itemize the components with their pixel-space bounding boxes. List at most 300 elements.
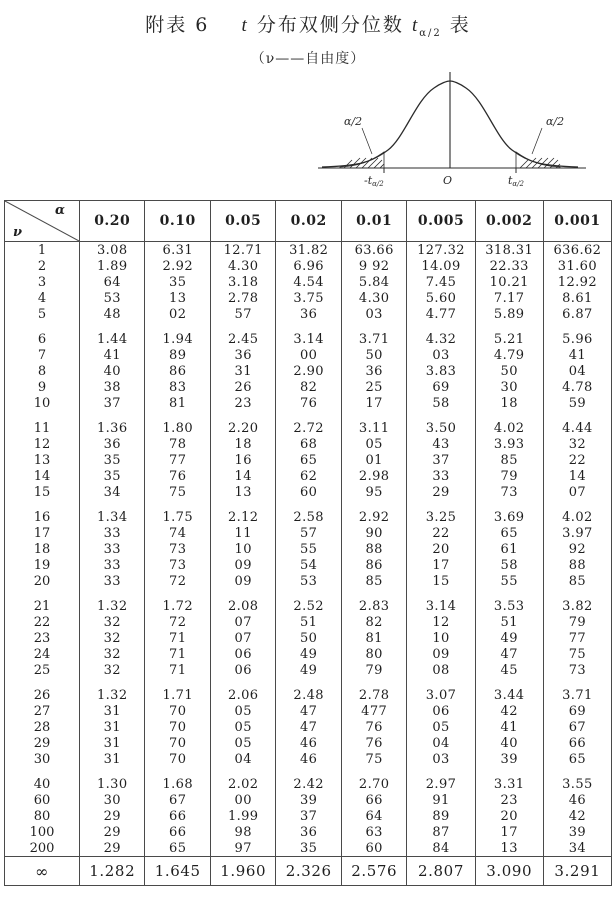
table-cell: 04 — [407, 735, 475, 751]
gap-cell — [407, 767, 475, 776]
table-cell: 2.98 — [341, 468, 406, 484]
table-cell: 66 — [145, 808, 210, 824]
table-cell: 636.62 — [543, 242, 611, 259]
table-cell: 97 — [210, 840, 275, 857]
table-cell: 14 — [210, 468, 275, 484]
table-cell: 47 — [276, 703, 341, 719]
gap-cell — [341, 500, 406, 509]
table-cell: 89 — [145, 347, 210, 363]
table-cell: 14 — [543, 468, 611, 484]
table-cell: 3.71 — [543, 687, 611, 703]
table-cell: 5.84 — [341, 274, 406, 290]
title-mid: 分布双侧分位数 — [256, 14, 404, 36]
table-cell: 2.12 — [210, 509, 275, 525]
gap-cell — [276, 678, 341, 687]
table-cell: 1.30 — [80, 776, 145, 792]
table-cell: 32 — [80, 646, 145, 662]
gap-cell — [145, 767, 210, 776]
table-cell: 73 — [475, 484, 543, 500]
table-cell: 3.75 — [276, 290, 341, 306]
table-cell: 2.83 — [341, 598, 406, 614]
gap-cell — [341, 411, 406, 420]
table-cell: 53 — [80, 290, 145, 306]
table-cell: 7.17 — [475, 290, 543, 306]
table-cell: 08 — [407, 662, 475, 678]
t-distribution-table-wrap — [4, 200, 612, 886]
table-cell: 35 — [80, 468, 145, 484]
origin-label: O — [443, 173, 453, 187]
table-cell: 07 — [210, 630, 275, 646]
table-cell: 86 — [145, 363, 210, 379]
table-cell: 4.44 — [543, 420, 611, 436]
table-cell: 07 — [543, 484, 611, 500]
table-cell: 32 — [80, 614, 145, 630]
table-cell: 3.97 — [543, 525, 611, 541]
row-nu-label: 28 — [5, 719, 80, 735]
table-cell: 36 — [80, 436, 145, 452]
gap-cell — [543, 411, 611, 420]
table-cell: 3.090 — [475, 857, 543, 886]
table-cell: 75 — [341, 751, 406, 767]
row-nu-label: 29 — [5, 735, 80, 751]
table-cell: 41 — [80, 347, 145, 363]
table-cell: 2.52 — [276, 598, 341, 614]
table-cell: 86 — [341, 557, 406, 573]
gap-cell — [145, 411, 210, 420]
t-distribution-table — [4, 200, 612, 886]
table-cell: 36 — [276, 306, 341, 322]
table-cell: 17 — [407, 557, 475, 573]
row-nu-label: 16 — [5, 509, 80, 525]
table-cell: 3.53 — [475, 598, 543, 614]
table-cell: 38 — [80, 379, 145, 395]
table-row — [5, 808, 612, 824]
table-cell: 50 — [341, 347, 406, 363]
table-cell: 87 — [407, 824, 475, 840]
row-nu-label: 13 — [5, 452, 80, 468]
table-cell: 42 — [543, 808, 611, 824]
table-cell: 76 — [145, 468, 210, 484]
table-cell: 23 — [475, 792, 543, 808]
table-cell: 77 — [145, 452, 210, 468]
table-cell: 4.02 — [475, 420, 543, 436]
table-row — [5, 331, 612, 347]
header-corner-cell — [5, 201, 80, 242]
gap-cell — [407, 500, 475, 509]
gap-cell — [80, 589, 145, 598]
row-nu-label: 2 — [5, 258, 80, 274]
gap-cell — [80, 322, 145, 331]
gap-cell — [5, 589, 80, 598]
column-header: 0.02 — [276, 201, 341, 242]
table-cell: 4.32 — [407, 331, 475, 347]
gap-cell — [276, 500, 341, 509]
table-row — [5, 420, 612, 436]
table-cell: 477 — [341, 703, 406, 719]
row-nu-label: 40 — [5, 776, 80, 792]
table-cell: 00 — [210, 792, 275, 808]
column-header: 0.20 — [80, 201, 145, 242]
table-cell: 77 — [543, 630, 611, 646]
table-cell: 73 — [543, 662, 611, 678]
row-group-gap — [5, 500, 612, 509]
row-nu-label: 20 — [5, 573, 80, 589]
gap-cell — [407, 411, 475, 420]
row-nu-label: 11 — [5, 420, 80, 436]
title-suffix: 表 — [449, 14, 471, 36]
table-row — [5, 468, 612, 484]
gap-cell — [210, 767, 275, 776]
table-row — [5, 347, 612, 363]
table-cell: 80 — [341, 646, 406, 662]
table-cell: 58 — [475, 557, 543, 573]
table-cell: 04 — [543, 363, 611, 379]
gap-cell — [407, 322, 475, 331]
column-header: 0.05 — [210, 201, 275, 242]
figure-wrap — [0, 70, 616, 188]
row-group-gap — [5, 411, 612, 420]
table-row — [5, 452, 612, 468]
table-cell: 05 — [341, 436, 406, 452]
table-cell: 05 — [210, 703, 275, 719]
row-nu-label: 6 — [5, 331, 80, 347]
table-cell: 01 — [341, 452, 406, 468]
table-cell: 55 — [276, 541, 341, 557]
gap-cell — [210, 678, 275, 687]
row-nu-label: 100 — [5, 824, 80, 840]
table-cell: 3.07 — [407, 687, 475, 703]
table-row — [5, 703, 612, 719]
row-nu-label: 24 — [5, 646, 80, 662]
gap-cell — [543, 500, 611, 509]
table-cell: 65 — [145, 840, 210, 857]
table-cell: 66 — [543, 735, 611, 751]
table-row — [5, 824, 612, 840]
table-cell: 05 — [407, 719, 475, 735]
table-cell: 34 — [80, 484, 145, 500]
gap-cell — [407, 678, 475, 687]
table-cell: 41 — [543, 347, 611, 363]
table-cell: 64 — [80, 274, 145, 290]
table-row — [5, 290, 612, 306]
table-cell: 26 — [210, 379, 275, 395]
table-cell: 70 — [145, 703, 210, 719]
left-alpha-label: α/2 — [344, 114, 363, 128]
table-cell: 3.14 — [276, 331, 341, 347]
table-cell: 3.18 — [210, 274, 275, 290]
table-cell: 2.576 — [341, 857, 406, 886]
table-cell: 18 — [210, 436, 275, 452]
table-cell: 37 — [80, 395, 145, 411]
gap-cell — [543, 589, 611, 598]
table-cell: 71 — [145, 630, 210, 646]
table-cell: 00 — [276, 347, 341, 363]
table-cell: 92 — [543, 541, 611, 557]
table-cell: 3.69 — [475, 509, 543, 525]
table-cell: 3.11 — [341, 420, 406, 436]
table-cell: 70 — [145, 735, 210, 751]
table-cell: 2.02 — [210, 776, 275, 792]
table-cell: 82 — [276, 379, 341, 395]
table-cell: 48 — [80, 306, 145, 322]
table-cell: 15 — [407, 573, 475, 589]
table-cell: 55 — [475, 573, 543, 589]
table-row — [5, 776, 612, 792]
right-alpha-label: α/2 — [546, 114, 565, 128]
row-nu-label: 14 — [5, 468, 80, 484]
table-cell: 1.94 — [145, 331, 210, 347]
table-cell: 66 — [145, 824, 210, 840]
table-cell: 35 — [145, 274, 210, 290]
table-cell: 2.42 — [276, 776, 341, 792]
gap-cell — [475, 500, 543, 509]
row-nu-label: 23 — [5, 630, 80, 646]
table-cell: 3.50 — [407, 420, 475, 436]
table-cell: 1.44 — [80, 331, 145, 347]
row-nu-label: 22 — [5, 614, 80, 630]
gap-cell — [210, 500, 275, 509]
table-cell: 3.83 — [407, 363, 475, 379]
table-cell: 06 — [407, 703, 475, 719]
table-cell: 06 — [210, 662, 275, 678]
table-cell: 5.21 — [475, 331, 543, 347]
table-cell: 79 — [341, 662, 406, 678]
table-cell: 02 — [145, 306, 210, 322]
corner-nu-label: ν — [13, 225, 23, 240]
table-cell: 67 — [543, 719, 611, 735]
gap-cell — [145, 500, 210, 509]
table-cell: 3.14 — [407, 598, 475, 614]
table-cell: 75 — [543, 646, 611, 662]
table-cell: 4.54 — [276, 274, 341, 290]
table-cell: 127.32 — [407, 242, 475, 259]
table-cell: 65 — [276, 452, 341, 468]
table-row — [5, 840, 612, 857]
table-cell: 2.70 — [341, 776, 406, 792]
gap-cell — [276, 589, 341, 598]
table-cell: 51 — [475, 614, 543, 630]
gap-cell — [5, 322, 80, 331]
table-cell: 57 — [276, 525, 341, 541]
table-cell: 3.71 — [341, 331, 406, 347]
table-cell: 2.08 — [210, 598, 275, 614]
gap-cell — [475, 767, 543, 776]
table-cell: 32 — [80, 630, 145, 646]
table-cell: 18 — [475, 395, 543, 411]
table-cell: 67 — [145, 792, 210, 808]
gap-cell — [5, 500, 80, 509]
table-cell: 12 — [407, 614, 475, 630]
table-cell: 69 — [543, 703, 611, 719]
table-cell: 2.90 — [276, 363, 341, 379]
table-cell: 30 — [80, 792, 145, 808]
gap-cell — [276, 411, 341, 420]
table-cell: 1.645 — [145, 857, 210, 886]
table-cell: 06 — [210, 646, 275, 662]
gap-cell — [341, 322, 406, 331]
table-body — [5, 242, 612, 886]
table-cell: 4.02 — [543, 509, 611, 525]
row-nu-label: 19 — [5, 557, 80, 573]
gap-cell — [145, 589, 210, 598]
row-group-gap — [5, 322, 612, 331]
table-cell: 49 — [276, 662, 341, 678]
row-nu-label: ∞ — [5, 857, 80, 886]
table-cell: 14.09 — [407, 258, 475, 274]
table-cell: 2.06 — [210, 687, 275, 703]
table-cell: 36 — [276, 824, 341, 840]
table-cell: 83 — [145, 379, 210, 395]
table-cell: 09 — [210, 557, 275, 573]
gap-cell — [210, 322, 275, 331]
table-cell: 36 — [210, 347, 275, 363]
table-cell: 1.72 — [145, 598, 210, 614]
row-nu-label: 21 — [5, 598, 80, 614]
gap-cell — [475, 322, 543, 331]
table-cell: 2.20 — [210, 420, 275, 436]
table-cell: 98 — [210, 824, 275, 840]
table-cell: 20 — [407, 541, 475, 557]
table-cell: 54 — [276, 557, 341, 573]
table-cell: 60 — [341, 840, 406, 857]
row-nu-label: 18 — [5, 541, 80, 557]
table-cell: 3.08 — [80, 242, 145, 259]
table-cell: 32 — [80, 662, 145, 678]
row-nu-label: 10 — [5, 395, 80, 411]
table-cell: 3.25 — [407, 509, 475, 525]
table-cell: 7.45 — [407, 274, 475, 290]
table-row — [5, 662, 612, 678]
table-cell: 1.34 — [80, 509, 145, 525]
table-cell: 29 — [407, 484, 475, 500]
table-row — [5, 557, 612, 573]
table-cell: 33 — [80, 541, 145, 557]
table-cell: 2.92 — [145, 258, 210, 274]
table-cell: 84 — [407, 840, 475, 857]
table-cell: 51 — [276, 614, 341, 630]
table-row — [5, 598, 612, 614]
table-cell: 47 — [475, 646, 543, 662]
table-cell: 82 — [341, 614, 406, 630]
table-cell: 69 — [407, 379, 475, 395]
table-row — [5, 751, 612, 767]
table-cell: 1.71 — [145, 687, 210, 703]
table-cell: 32 — [543, 436, 611, 452]
table-cell: 4.30 — [210, 258, 275, 274]
table-cell: 33 — [80, 573, 145, 589]
table-cell: 31.82 — [276, 242, 341, 259]
table-cell: 39 — [543, 824, 611, 840]
table-row — [5, 484, 612, 500]
column-header: 0.002 — [475, 201, 543, 242]
table-cell: 05 — [210, 719, 275, 735]
t-distribution-curve-figure — [300, 70, 600, 188]
row-nu-label: 3 — [5, 274, 80, 290]
table-cell: 318.31 — [475, 242, 543, 259]
table-cell: 33 — [407, 468, 475, 484]
table-cell: 73 — [145, 541, 210, 557]
table-row — [5, 525, 612, 541]
table-cell: 2.48 — [276, 687, 341, 703]
gap-cell — [543, 767, 611, 776]
table-row-infinity — [5, 857, 612, 886]
table-cell: 76 — [341, 735, 406, 751]
gap-cell — [210, 411, 275, 420]
column-header: 0.001 — [543, 201, 611, 242]
gap-cell — [543, 322, 611, 331]
table-cell: 66 — [341, 792, 406, 808]
table-cell: 58 — [407, 395, 475, 411]
table-cell: 29 — [80, 824, 145, 840]
table-cell: 31 — [80, 703, 145, 719]
table-cell: 71 — [145, 662, 210, 678]
table-cell: 49 — [475, 630, 543, 646]
table-cell: 1.960 — [210, 857, 275, 886]
table-cell: 4.79 — [475, 347, 543, 363]
column-header: 0.01 — [341, 201, 406, 242]
table-cell: 3.31 — [475, 776, 543, 792]
table-cell: 3.55 — [543, 776, 611, 792]
table-cell: 79 — [475, 468, 543, 484]
table-cell: 2.807 — [407, 857, 475, 886]
row-nu-label: 17 — [5, 525, 80, 541]
gap-cell — [341, 589, 406, 598]
table-cell: 40 — [80, 363, 145, 379]
gap-cell — [276, 322, 341, 331]
table-row — [5, 614, 612, 630]
table-cell: 30 — [475, 379, 543, 395]
table-row — [5, 306, 612, 322]
table-cell: 1.89 — [80, 258, 145, 274]
row-group-gap — [5, 589, 612, 598]
table-cell: 22 — [407, 525, 475, 541]
table-cell: 2.78 — [341, 687, 406, 703]
table-cell: 85 — [543, 573, 611, 589]
table-cell: 91 — [407, 792, 475, 808]
table-cell: 8.61 — [543, 290, 611, 306]
row-group-gap — [5, 767, 612, 776]
table-cell: 1.80 — [145, 420, 210, 436]
row-nu-label: 12 — [5, 436, 80, 452]
table-cell: 29 — [80, 840, 145, 857]
row-nu-label: 26 — [5, 687, 80, 703]
table-cell: 40 — [475, 735, 543, 751]
row-nu-label: 15 — [5, 484, 80, 500]
row-nu-label: 5 — [5, 306, 80, 322]
table-cell: 35 — [276, 840, 341, 857]
table-row — [5, 379, 612, 395]
table-cell: 1.32 — [80, 598, 145, 614]
table-cell: 03 — [407, 347, 475, 363]
page-title — [0, 10, 616, 39]
table-cell: 37 — [407, 452, 475, 468]
table-cell: 22 — [543, 452, 611, 468]
table-cell: 05 — [210, 735, 275, 751]
table-cell: 2.92 — [341, 509, 406, 525]
table-cell: 36 — [341, 363, 406, 379]
gap-cell — [210, 589, 275, 598]
gap-cell — [341, 767, 406, 776]
table-cell: 13 — [210, 484, 275, 500]
gap-cell — [80, 411, 145, 420]
table-cell: 46 — [543, 792, 611, 808]
table-cell: 63.66 — [341, 242, 406, 259]
table-cell: 11 — [210, 525, 275, 541]
table-cell: 07 — [210, 614, 275, 630]
table-cell: 39 — [276, 792, 341, 808]
table-cell: 31 — [80, 751, 145, 767]
table-cell: 2.45 — [210, 331, 275, 347]
